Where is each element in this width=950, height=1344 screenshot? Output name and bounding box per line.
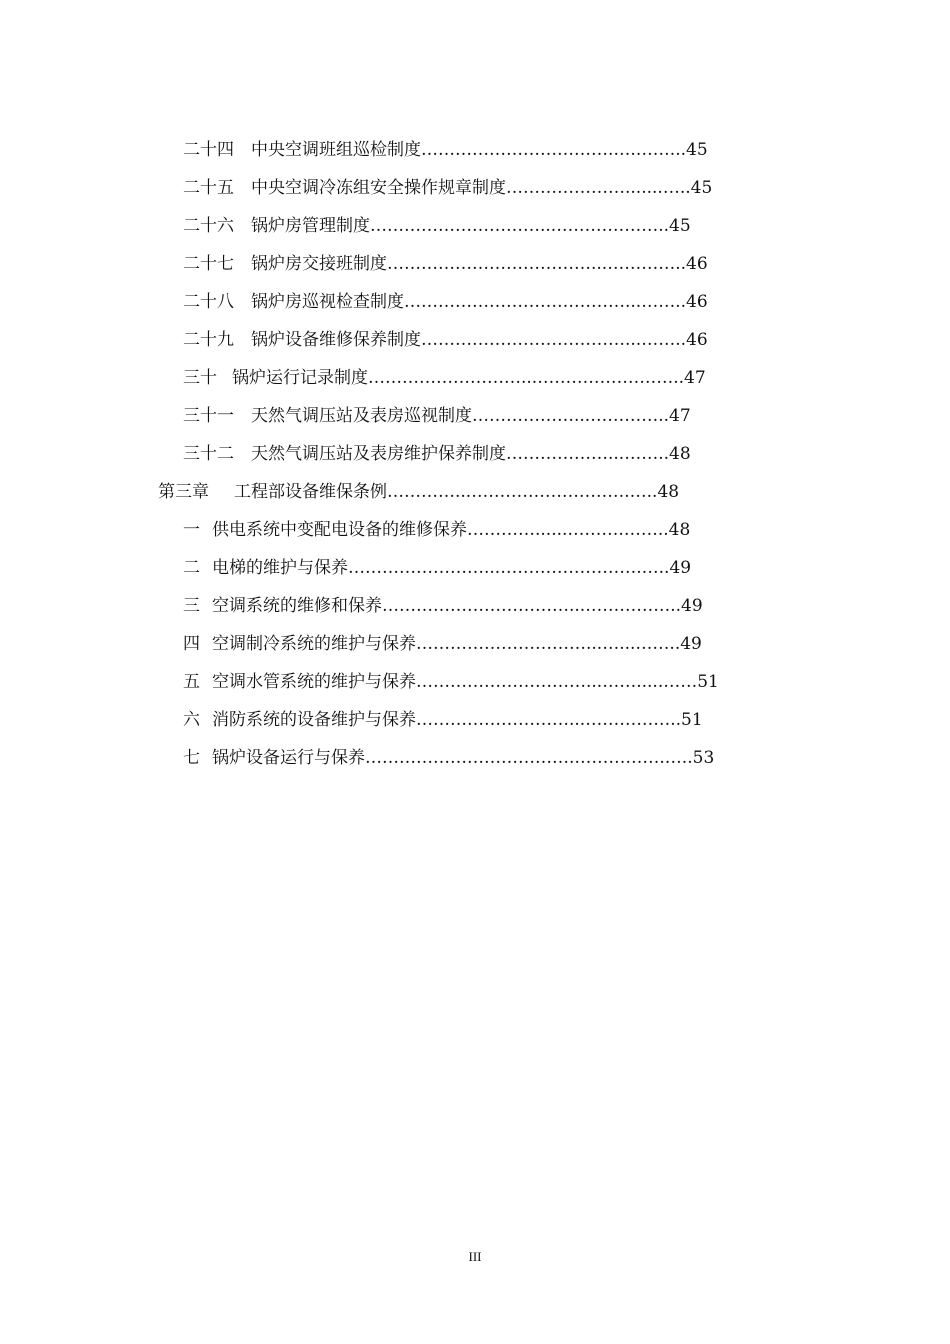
page-number: 47 [669,406,691,426]
entry-number: 二十五 [183,178,234,198]
toc-entry[interactable] [183,709,703,731]
toc-entry[interactable] [183,291,708,313]
entry-number: 三 [183,596,200,616]
page-number: 48 [668,520,691,540]
entry-title: 锅炉运行记录制度 [232,368,368,388]
toc-entry[interactable] [183,139,708,161]
page-number: 49 [680,634,702,654]
dot-leader: …………...……………………….….. [387,482,658,502]
page-number: 48 [657,482,680,502]
dot-leader: ………………….......….. [506,178,691,198]
page-number: 51 [681,710,703,730]
entry-title: 天然气调压站及表房维护保养制度 [251,444,506,464]
dot-leader: …………………………...…...…….. [416,634,681,654]
dot-leader: ……………………...…………………….….. [348,558,670,578]
page-number: 45 [669,216,691,236]
toc-entry[interactable] [183,177,712,199]
toc-entry[interactable] [183,519,690,541]
entry-title: 锅炉设备维修保养制度 [251,330,421,350]
entry-title: 锅炉设备运行与保养 [212,748,365,768]
entry-number: 五 [183,672,200,692]
page-number: 49 [669,558,692,578]
entry-number: 三十二 [183,444,234,464]
entry-number: 四 [183,634,200,654]
entry-title: 锅炉房交接班制度 [251,254,387,274]
dot-leader: …………………………...……………….. [370,216,670,236]
page-footer-number: III [468,1249,482,1264]
entry-title: 供电系统中变配电设备的维修保养 [212,520,467,540]
toc-entry[interactable] [183,595,703,617]
entry-number: 六 [183,710,200,730]
entry-title: 中央空调冷冻组安全操作规章制度 [251,178,506,198]
page-number: 46 [686,254,708,274]
entry-number: 二十八 [183,292,234,312]
entry-number: 二十六 [183,216,234,236]
dot-leader: …………………………….….……... [421,140,687,160]
entry-title: 空调制冷系统的维护与保养 [212,634,416,654]
entry-number: 二十九 [183,330,234,350]
page-number: 51 [697,672,719,692]
chapter-title: 工程部设备维保条例 [234,482,387,502]
page-number: 47 [684,368,706,388]
entry-title: 空调水管系统的维护与保养 [212,672,416,692]
page-number: 48 [669,444,691,464]
toc-entry[interactable] [183,405,691,427]
toc-chapter-entry[interactable] [158,481,679,503]
dot-leader: …………………………...…….....…… [416,672,698,692]
entry-title: 电梯的维护与保养 [212,558,348,578]
entry-number: 三十 [183,368,217,388]
dot-leader: …………......……….…….. [467,520,669,540]
toc-entry[interactable] [183,671,719,693]
toc-entry[interactable] [183,215,691,237]
page-number: 46 [686,330,708,350]
dot-leader: ……………………………...…………….. [382,596,682,616]
dot-leader: ………………………………...…….. [421,330,687,350]
dot-leader: ……………………………….…………….….. [365,748,693,768]
page-number: 45 [686,140,708,160]
toc-entry[interactable] [183,329,708,351]
entry-number: 七 [183,748,200,768]
page-number: 45 [690,178,713,198]
entry-number: 二十四 [183,140,234,160]
toc-entry[interactable] [183,747,714,769]
toc-entry[interactable] [183,557,691,579]
dot-leader: ………………………………...………….. [387,254,687,274]
toc-entry[interactable] [183,443,691,465]
page-number: 49 [681,596,703,616]
toc-entry[interactable] [183,367,706,389]
toc-entry[interactable] [183,633,702,655]
entry-number: 二 [183,558,200,578]
entry-title: 中央空调班组巡检制度 [251,140,421,160]
entry-number: 一 [183,520,200,540]
dot-leader: ………………………...…………….. [416,710,682,730]
chapter-number: 第三章 [158,482,209,502]
dot-leader: ………………………...…………………….. [368,368,685,388]
entry-title: 天然气调压站及表房巡视制度 [251,406,472,426]
dot-leader: ………………...…….. [506,444,670,464]
entry-title: 空调系统的维修和保养 [212,596,382,616]
page-number: 46 [686,292,708,312]
entry-title: 消防系统的设备维护与保养 [212,710,416,730]
entry-title: 锅炉房管理制度 [251,216,370,236]
entry-number: 二十七 [183,254,234,274]
page-number: 53 [692,748,715,768]
entry-title: 锅炉房巡视检查制度 [251,292,404,312]
toc-entry[interactable] [183,253,708,275]
entry-number: 三十一 [183,406,234,426]
dot-leader: …………………………………...…….. [404,292,687,312]
dot-leader: ………………...………….. [472,406,670,426]
